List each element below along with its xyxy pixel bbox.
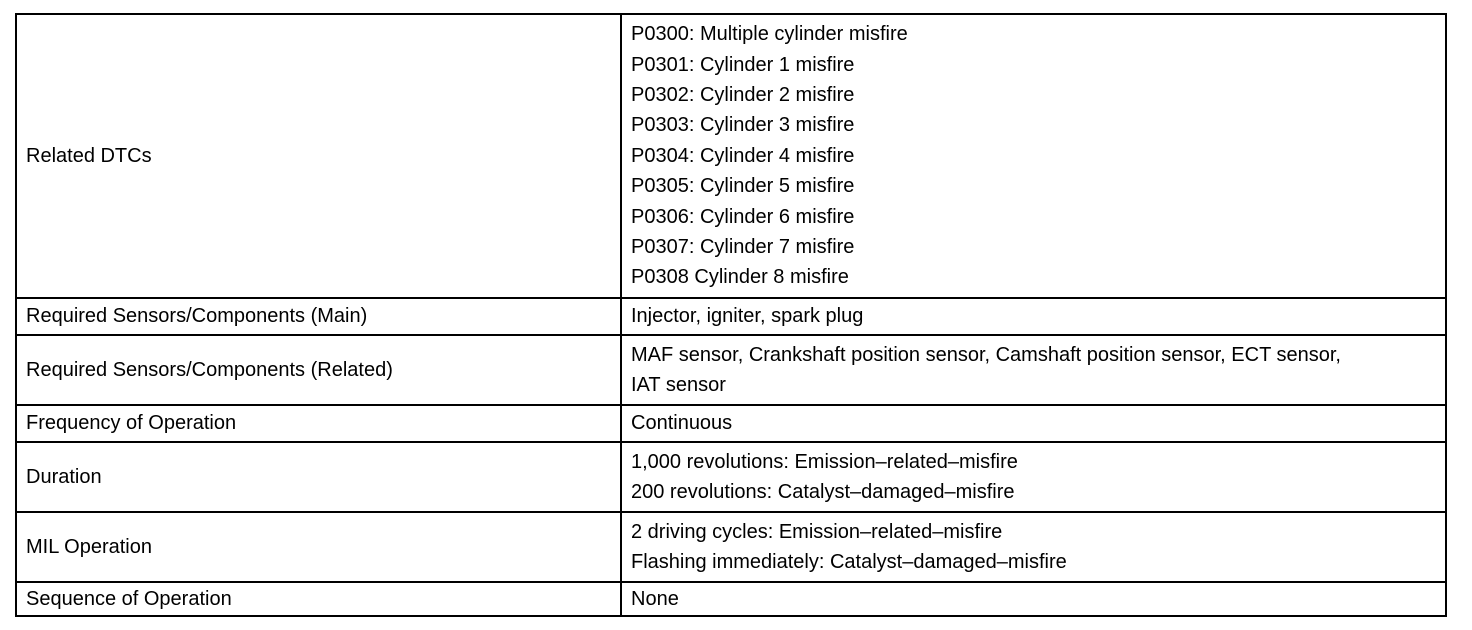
table-row-frequency — [16, 405, 1446, 442]
value-line: None — [631, 587, 679, 610]
dtc-line: P0306: Cylinder 6 misfire — [631, 205, 855, 228]
row-value — [621, 442, 1446, 512]
dtc-line: P0301: Cylinder 1 misfire — [631, 53, 855, 76]
value-line: MAF sensor, Crankshaft position sensor, Camshaft position sensor, ECT sensor, — [631, 343, 1341, 366]
dtc-line: P0300: Multiple cylinder misfire — [631, 23, 908, 46]
dtc-line: P0304: Cylinder 4 misfire — [631, 144, 855, 167]
row-value — [621, 512, 1446, 582]
value-line: 1,000 revolutions: Emission–related–misfire — [631, 450, 1018, 473]
dtc-line: P0308 Cylinder 8 misfire — [631, 266, 849, 289]
row-label: Duration — [16, 442, 621, 512]
table-row-sequence — [16, 582, 1446, 616]
row-label: Required Sensors/Components (Main) — [16, 298, 621, 335]
value-line: Continuous — [631, 412, 733, 435]
row-label: Frequency of Operation — [16, 405, 621, 442]
table-row-duration — [16, 442, 1446, 512]
value-line: 200 revolutions: Catalyst–damaged–misfire — [631, 481, 1015, 503]
row-label: Related DTCs — [16, 14, 621, 298]
row-label: Sequence of Operation — [16, 582, 621, 616]
monitor-spec-table — [15, 13, 1447, 617]
table-row-required-related — [16, 335, 1446, 405]
value-line: 2 driving cycles: Emission–related–misfire — [631, 520, 1003, 543]
table-row-mil-operation — [16, 512, 1446, 582]
value-line: Flashing immediately: Catalyst–damaged–misfire — [631, 551, 1067, 573]
dtc-line: P0305: Cylinder 5 misfire — [631, 175, 855, 198]
dtc-line: P0307: Cylinder 7 misfire — [631, 236, 855, 259]
dtc-line: P0303: Cylinder 3 misfire — [631, 114, 855, 137]
row-value — [621, 405, 1446, 442]
table-row-related-dtcs — [16, 14, 1446, 298]
table-row-required-main — [16, 298, 1446, 335]
row-value — [621, 582, 1446, 616]
row-label: MIL Operation — [16, 512, 621, 582]
value-line: IAT sensor — [631, 374, 726, 396]
row-value — [621, 335, 1446, 405]
row-value — [621, 298, 1446, 335]
value-line: Injector, igniter, spark plug — [631, 305, 864, 328]
dtc-line: P0302: Cylinder 2 misfire — [631, 83, 855, 106]
row-value — [621, 14, 1446, 298]
row-label: Required Sensors/Components (Related) — [16, 335, 621, 405]
